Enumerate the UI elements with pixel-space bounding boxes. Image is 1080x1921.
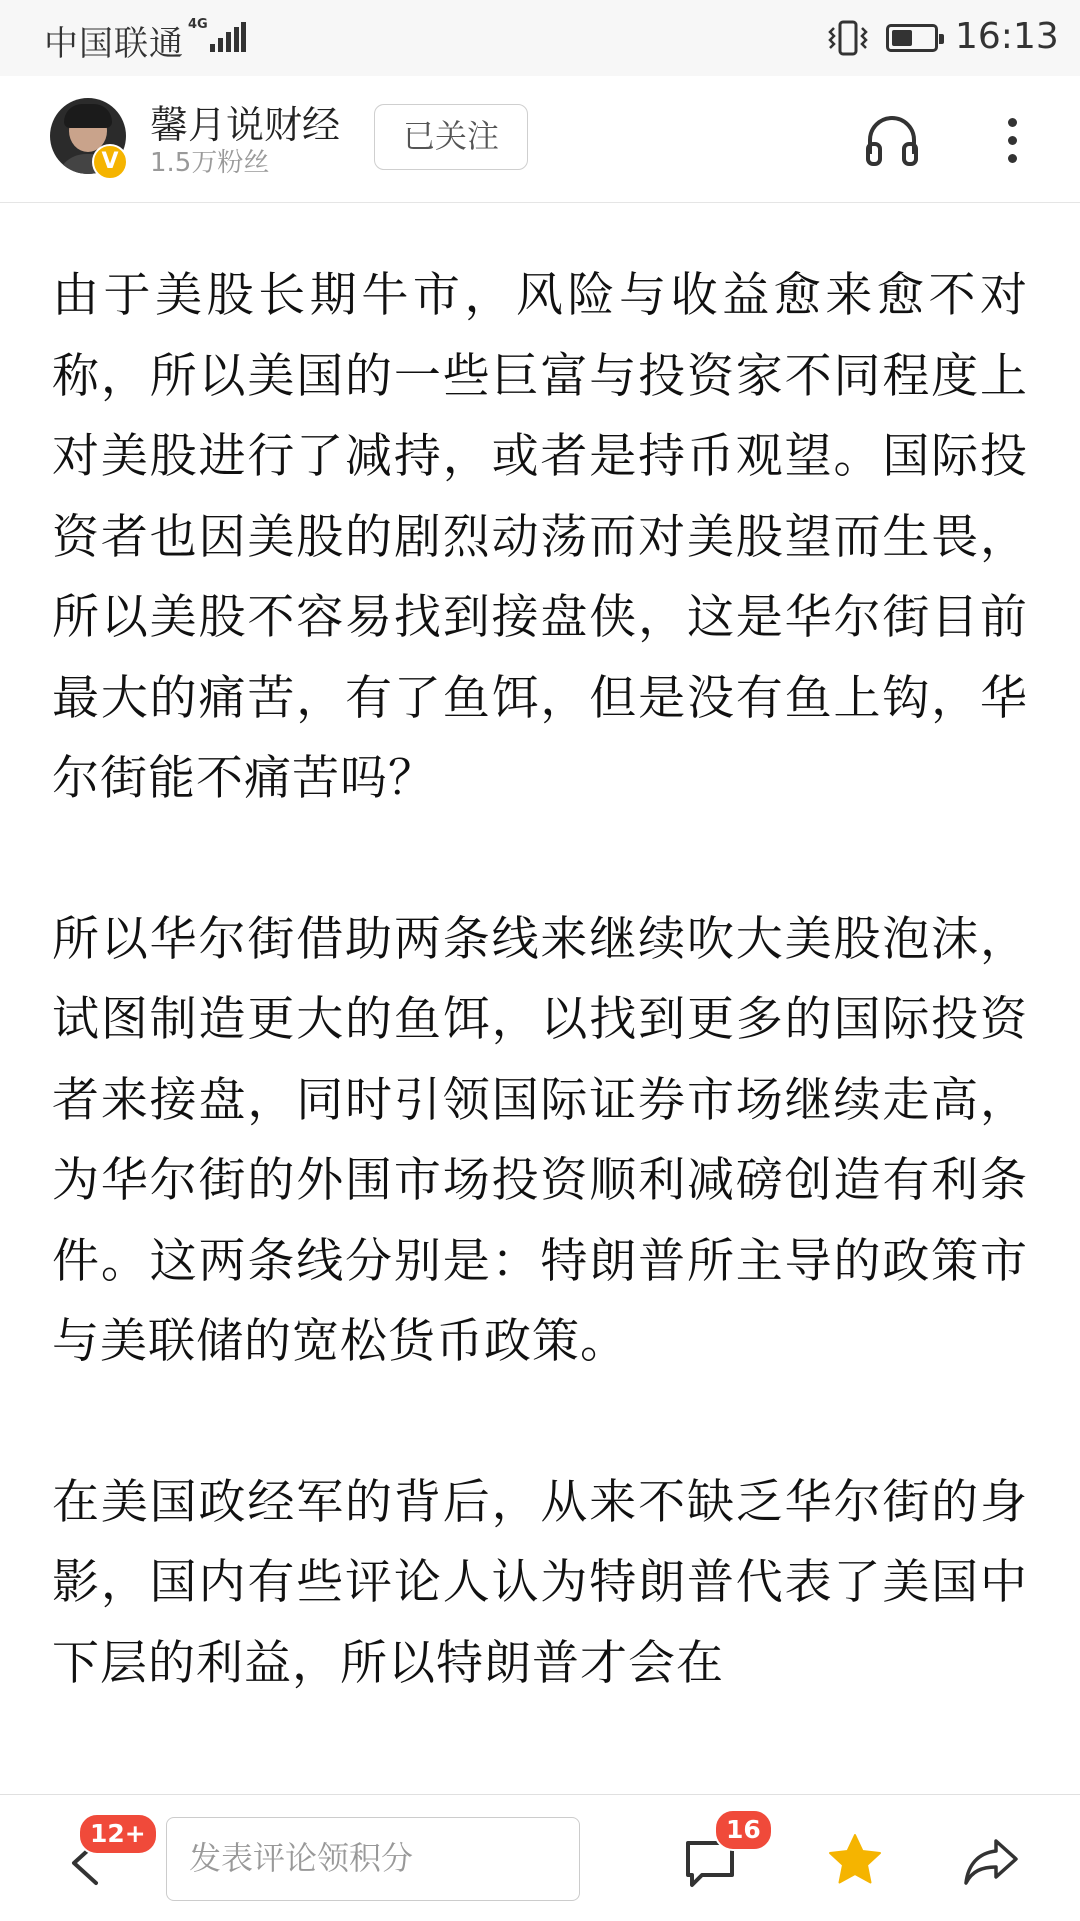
network-type: 4G	[188, 17, 208, 32]
status-bar	[0, 0, 1080, 76]
battery-icon	[886, 24, 938, 52]
comment-count-badge: 16	[714, 1809, 773, 1851]
more-icon[interactable]	[994, 114, 1030, 166]
share-icon[interactable]	[962, 1833, 1020, 1889]
fans-count: 1.5万粉丝	[150, 148, 270, 178]
carrier-name: 中国联通	[44, 24, 184, 64]
author-header	[0, 76, 1080, 203]
author-name[interactable]: 馨月说财经	[150, 103, 341, 147]
back-badge: 12+	[78, 1813, 158, 1855]
battery-fill	[892, 30, 912, 46]
follow-button[interactable]: 已关注	[374, 104, 528, 170]
headphone-icon[interactable]	[862, 110, 922, 170]
article-paragraph: 所以华尔街借助两条线来继续吹大美股泡沫，试图制造更大的鱼饵，以找到更多的国际投资者来接盘，同时引领国际证券市场继续走高，为华尔街的外围市场投资顺利减磅创造有利条件。这两条线分别是：特朗普所主导的政策市与美联储的宽松货币政策。	[52, 911, 1028, 1369]
comment-input[interactable]: 发表评论领积分	[166, 1817, 580, 1901]
clock: 16:13	[955, 16, 1059, 57]
favorite-star-icon[interactable]	[826, 1831, 884, 1889]
bottom-action-bar	[0, 1794, 1080, 1921]
article-paragraph: 在美国政经军的背后，从来不缺乏华尔街的身影，国内有些评论人认为特朗普代表了美国中下层的利益，所以特朗普才会在	[52, 1474, 1028, 1691]
vibrate-icon	[826, 18, 870, 58]
verified-badge: V	[92, 144, 128, 180]
signal-icon	[188, 18, 248, 56]
article-paragraph: 由于美股长期牛市，风险与收益愈来愈不对称，所以美国的一些巨富与投资家不同程度上对美股进行了减持，或者是持币观望。国际投资者也因美股的剧烈动荡而对美股望而生畏，所以美股不容易找到接盘侠，这是华尔街目前最大的痛苦，有了鱼饵，但是没有鱼上钩，华尔街能不痛苦吗？	[52, 268, 1028, 806]
article-body	[52, 256, 1028, 1704]
